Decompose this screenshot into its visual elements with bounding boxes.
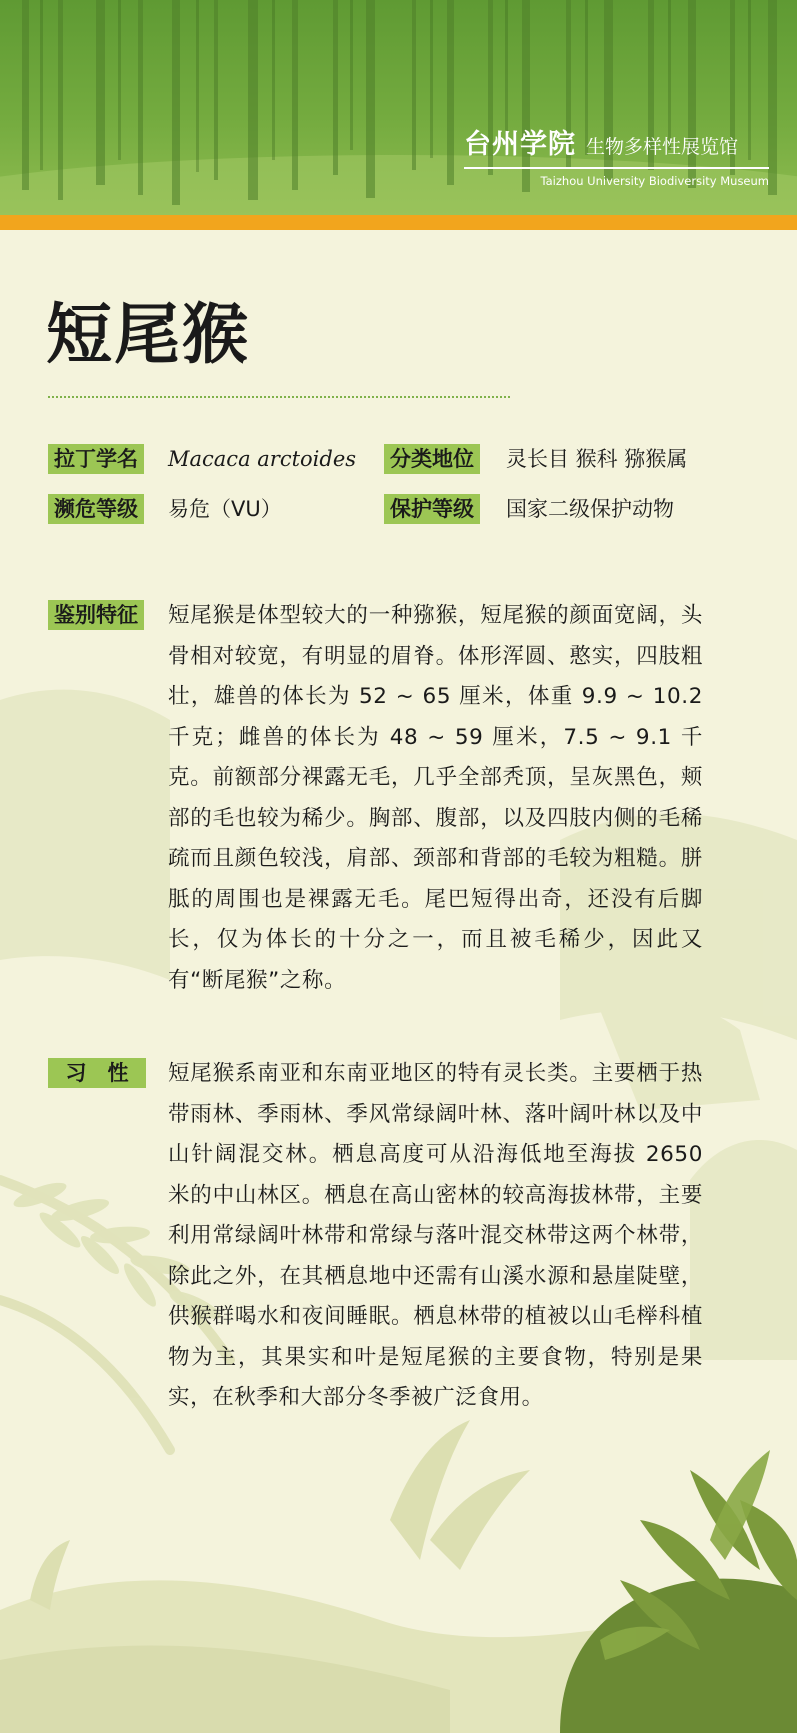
endangered-label: 濒危等级: [48, 494, 144, 524]
museum-divider: [464, 167, 769, 169]
museum-name-en: Taizhou University Biodiversity Museum: [540, 174, 769, 188]
habits-text: 短尾猴系南亚和东南亚地区的特有灵长类。主要栖于热带雨林、季雨林、季风常绿阔叶林、落叶阔叶林以及中山针阔混交林。栖息高度可从沿海低地至海拔 2650 米的中山林区。栖息在高山密林的较高海拔林带，主要利用常绿阔叶林带和常绿与落叶混交林带这两个林带，除此之外，在其栖息地中还需有山溪水源和悬崖陡壁，供猴群喝水和夜间睡眠。栖息林带的植被以山毛榉科植物为主，其果实和叶是短尾猴的主要食物，特别是果实，在秋季和大部分冬季被广泛食用。: [168, 1061, 703, 1410]
protection-value: 国家二级保护动物: [506, 497, 674, 521]
taxonomy-value: 灵长目 猴科 猕猴属: [506, 447, 688, 471]
endangered-value: 易危（VU）: [168, 497, 282, 521]
protection-label: 保护等级: [384, 494, 480, 524]
page-title: 短尾猴: [46, 296, 250, 373]
taxonomy-label: 分类地位: [384, 444, 480, 474]
title-divider: [48, 396, 510, 398]
header-banner: [0, 0, 797, 215]
orange-stripe: [0, 215, 797, 230]
museum-name: 生物多样性展览馆: [586, 136, 739, 158]
latin-name-label: 拉丁学名: [48, 444, 144, 474]
habits-label: 习 性: [48, 1058, 146, 1088]
university-name: 台州学院: [464, 129, 576, 160]
museum-logo: [464, 122, 769, 188]
features-text: 短尾猴是体型较大的一种猕猴，短尾猴的颜面宽阔，头骨相对较宽，有明显的眉脊。体形浑圆、憨实，四肢粗壮，雄兽的体长为 52 ~ 65 厘米，体重 9.9 ~ 10.2 千克；雌兽的体长为 48 ~ 59 厘米，7.5 ~ 9.1 千克。前额部分裸露无毛，几乎全部秃顶，呈灰黑色，颊部的毛也较为稀少。胸部、腹部，以及四肢内侧的毛稀疏而且颜色较浅，肩部、颈部和背部的毛较为粗糙。胼胝的周围也是裸露无毛。尾巴短得出奇，还没有后脚长，仅为体长的十分之一，而且被毛稀少，因此又有“断尾猴”之称。: [168, 603, 703, 993]
latin-name-value: Macaca arctoides: [168, 447, 357, 471]
features-label: 鉴别特征: [48, 600, 144, 630]
